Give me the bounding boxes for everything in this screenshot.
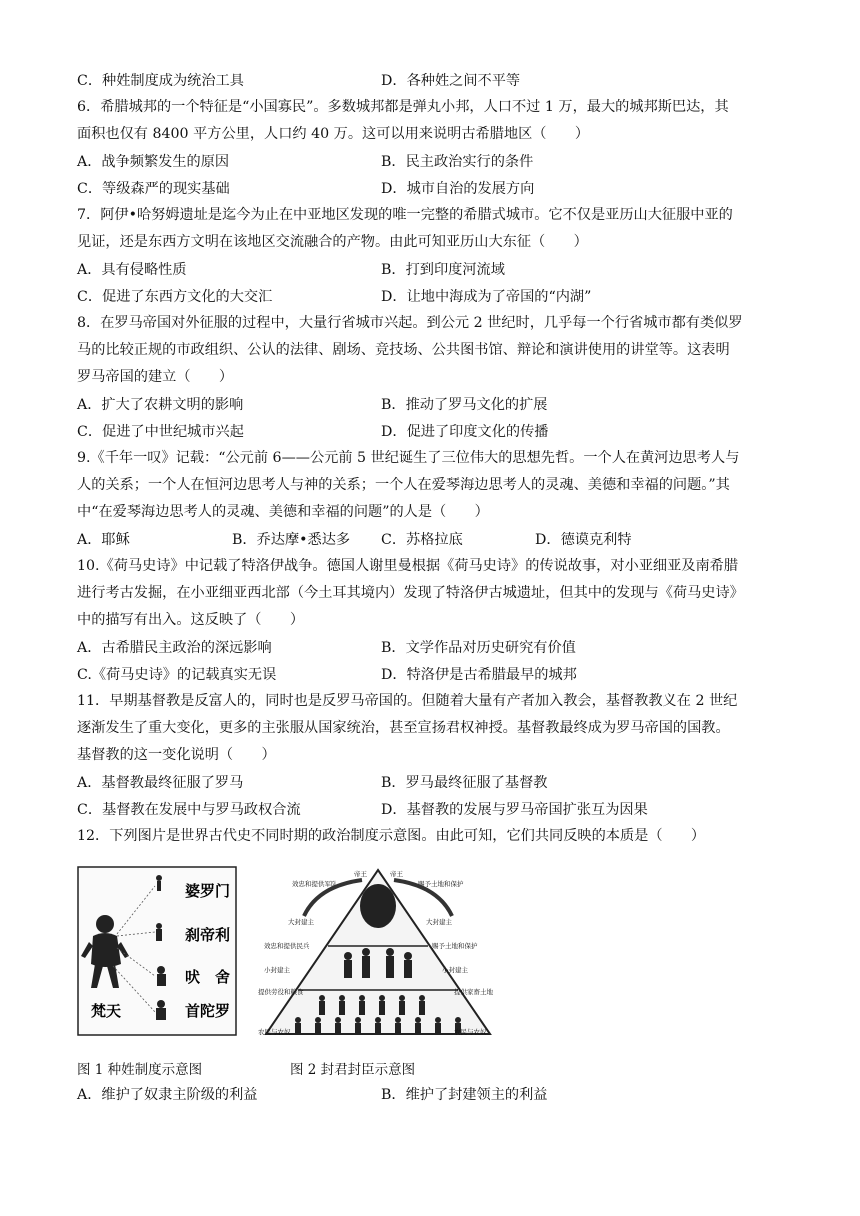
q11-stem-line-2: 逐渐发生了重大变化，更多的主张服从国家统治，甚至宣扬君权神授。基督教最终成为罗马帝国的国教。 (77, 720, 730, 736)
q7-stem-line-1: 7．阿伊•哈努姆遗址是迄今为止在中亚地区发现的唯一完整的希腊式城市。它不仅是亚历山大征服中亚的 (77, 207, 733, 223)
q8-option-c: C．促进了中世纪城市兴起 (77, 424, 244, 440)
caste-system-figure (77, 866, 237, 1036)
q6-stem-line-2: 面积也仅有 8400 平方公里，人口约 40 万。这可以用来说明古希腊地区（ ） (77, 126, 590, 142)
q10-option-b: B．文学作品对历史研究有价值 (381, 640, 576, 656)
q5-option-c: C．种姓制度成为统治工具 (77, 73, 244, 89)
q8-stem-line-1: 8．在罗马帝国对外征服的过程中，大量行省城市兴起。到公元 2 世纪时，几乎每一个行省城市都有类似罗 (77, 315, 743, 331)
q10-stem-line-1: 10.《荷马史诗》中记载了特洛伊战争。德国人谢里曼根据《荷马史诗》的传说故事，对小亚细亚及南希腊 (77, 558, 739, 574)
q7-option-b: B．打到印度河流域 (381, 262, 505, 278)
q9-stem-line-3: 中“在爱琴海边思考人的灵魂、美德和幸福的问题”的人是（ ） (77, 504, 489, 520)
q7-option-c: C．促进了东西方文化的大交汇 (77, 289, 273, 305)
q8-option-a: A．扩大了农耕文明的影响 (77, 397, 244, 413)
q10-stem-line-2: 进行考古发掘，在小亚细亚西北部（今土耳其境内）发现了特洛伊古城遗址，但其中的发现与《荷马史诗》 (77, 585, 744, 601)
pyramid-label-loyalty-troops: 效忠和提供军队 (292, 880, 338, 888)
q6-option-d: D．城市自治的发展方向 (381, 181, 535, 197)
pyramid-label-peasants-left: 农民与农奴 (258, 1028, 291, 1036)
q11-option-d: D．基督教的发展与罗马帝国扩张互为因果 (381, 802, 648, 818)
q7-stem-line-2: 见证，还是东西方文明在该地区交流融合的产物。由此可知亚历山大东征（ ） (77, 234, 588, 250)
q10-option-c: C.《荷马史诗》的记载真实无误 (77, 667, 277, 683)
pyramid-label-king-left: 帝王 (354, 870, 367, 878)
pyramid-label-peasants-right: 农民与农奴 (454, 1028, 487, 1036)
q12-stem-line-1: 12．下列图片是世界古代史不同时期的政治制度示意图。由此可知，它们共同反映的本质是（ ） (77, 828, 706, 844)
caste-label-shudra: 首陀罗 (185, 1002, 231, 1020)
pyramid-label-small-lord-right: 小封建主 (442, 966, 468, 974)
figure-1-caption: 图 1 种姓制度示意图 (77, 1062, 203, 1078)
q12-option-a: A．维护了奴隶主阶级的利益 (77, 1087, 258, 1103)
q6-option-b: B．民主政治实行的条件 (381, 154, 534, 170)
q5-option-d: D．各种姓之间不平等 (381, 73, 521, 89)
feudal-pyramid-figure (258, 866, 498, 1038)
q6-stem-line-1: 6．希腊城邦的一个特征是“小国寡民”。多数城邦都是弹丸小邦，人口不过 1 万，最大的城邦斯巴达，其 (77, 99, 729, 115)
q10-option-d: D．特洛伊是古希腊最早的城邦 (381, 667, 577, 683)
caste-label-brahmin: 婆罗门 (185, 882, 231, 900)
q9-option-b: B．乔达摩•悉达多 (232, 532, 351, 548)
pyramid-label-great-lord-left: 大封建主 (288, 918, 314, 926)
pyramid-label-grant-land-1: 赐予土地和保护 (418, 880, 464, 888)
q11-option-b: B．罗马最终征服了基督教 (381, 775, 548, 791)
q8-stem-line-3: 罗马帝国的建立（ ） (77, 369, 234, 385)
q12-option-b: B．维护了封建领主的利益 (381, 1087, 548, 1103)
pyramid-label-great-lord-right: 大封建主 (426, 918, 452, 926)
q11-stem-line-3: 基督教的这一变化说明（ ） (77, 747, 276, 763)
brahma-label: 梵天 (91, 1002, 122, 1020)
figure-2-caption: 图 2 封君封臣示意图 (290, 1062, 416, 1078)
q9-stem-line-1: 9.《千年一叹》记载：“公元前 6——公元前 5 世纪诞生了三位伟大的思想先哲。一个人在黄河边思考人与 (77, 450, 740, 466)
pyramid-label-loyalty-militia: 效忠和提供民兵 (264, 942, 310, 950)
q9-option-c: C．苏格拉底 (381, 532, 463, 548)
q11-option-c: C．基督教在发展中与罗马政权合流 (77, 802, 301, 818)
q10-option-a: A．古希腊民主政治的深远影响 (77, 640, 272, 656)
caste-label-kshatriya: 刹帝利 (185, 926, 231, 944)
pyramid-label-small-lord-left: 小封建主 (264, 966, 290, 974)
q6-option-a: A．战争频繁发生的原因 (77, 154, 230, 170)
q8-option-b: B．推动了罗马文化的扩展 (381, 397, 548, 413)
q8-stem-line-2: 马的比较正规的市政组织、公认的法律、剧场、竞技场、公共图书馆、辩论和演讲使用的讲堂等。这表明 (77, 342, 730, 358)
q9-option-d: D．德谟克利特 (535, 532, 632, 548)
q11-stem-line-1: 11．早期基督教是反富人的，同时也是反罗马帝国的。但随着大量有产者加入教会，基督教教义在 2 世纪 (77, 693, 738, 709)
pyramid-label-king-right: 帝王 (390, 870, 403, 878)
q7-option-a: A．具有侵略性质 (77, 262, 187, 278)
q7-option-d: D．让地中海成为了帝国的“内湖” (381, 289, 592, 305)
q8-option-d: D．促进了印度文化的传播 (381, 424, 549, 440)
pyramid-label-grant-land-2: 赐予土地和保护 (432, 942, 478, 950)
q11-option-a: A．基督教最终征服了罗马 (77, 775, 244, 791)
q6-option-c: C．等级森严的现实基础 (77, 181, 230, 197)
q9-option-a: A．耶稣 (77, 532, 130, 548)
q9-stem-line-2: 人的关系；一个人在恒河边思考人与神的关系；一个人在爱琴海边思考人的灵魂、美德和幸福的问题。”其 (77, 477, 730, 493)
pyramid-label-labor-grain: 提供劳役和粮食 (258, 988, 304, 996)
pyramid-label-livestock-land: 提供家畜土地 (454, 988, 493, 996)
caste-label-vaishya: 吠 舍 (185, 968, 231, 986)
q10-stem-line-3: 中的描写有出入。这反映了（ ） (77, 612, 305, 628)
